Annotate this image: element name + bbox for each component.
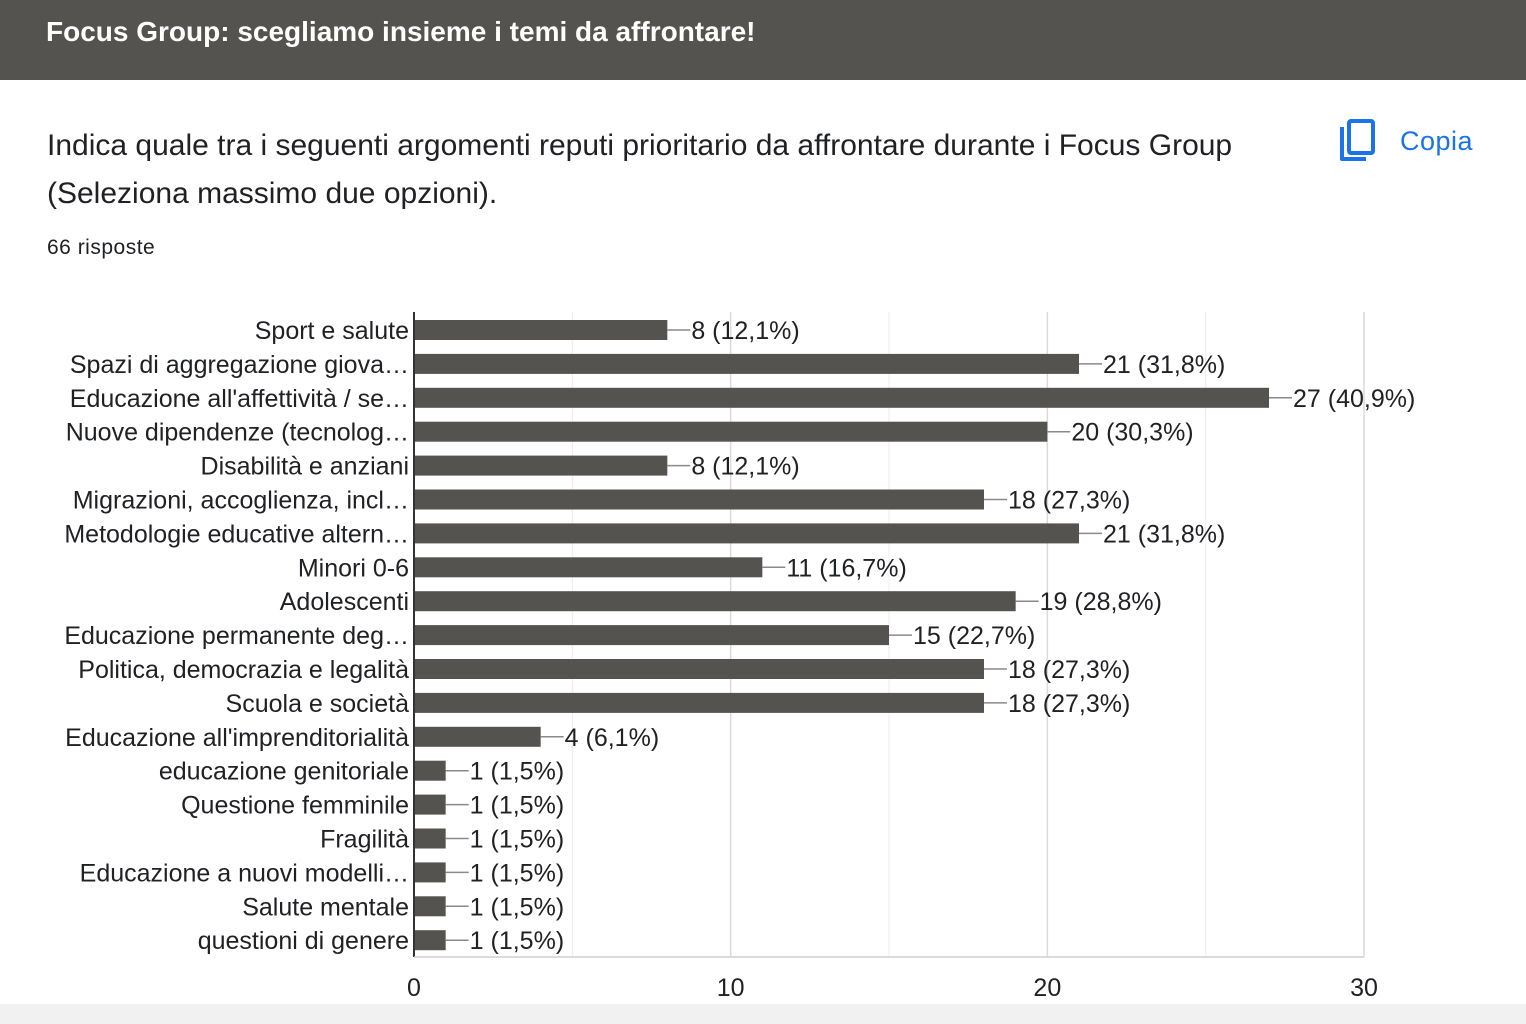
bar [414, 659, 984, 679]
category-label: Scuola e società [225, 689, 409, 718]
data-label: 20 (30,3%) [1071, 418, 1194, 447]
x-tick-label: 0 [407, 974, 421, 1002]
x-tick-label: 10 [716, 974, 745, 1002]
data-label: 15 (22,7%) [913, 622, 1036, 651]
x-tick-label: 20 [1033, 974, 1062, 1002]
bar [414, 930, 446, 950]
copy-label: Copia [1400, 125, 1474, 156]
data-label: 21 (31,8%) [1103, 350, 1226, 379]
bar [414, 727, 541, 747]
category-label: Spazi di aggregazione giova… [69, 350, 409, 379]
data-label: 11 (16,7%) [786, 554, 907, 583]
bar [414, 490, 984, 510]
category-label: Politica, democrazia e legalità [78, 656, 409, 684]
category-label: Educazione permanente deg… [64, 622, 409, 651]
data-label: 1 (1,5%) [469, 893, 565, 922]
data-label: 19 (28,8%) [1039, 588, 1162, 617]
x-tick-label: 30 [1350, 974, 1378, 1002]
category-label: Salute mentale [242, 893, 409, 922]
category-label: Questione femminile [181, 791, 409, 820]
category-label: Adolescenti [279, 588, 409, 617]
bottom-strip [0, 1004, 1526, 1024]
data-label: 4 (6,1%) [564, 723, 660, 752]
bar [414, 896, 446, 916]
data-label: 1 (1,5%) [469, 825, 565, 854]
category-label: Disabilità e anziani [200, 452, 409, 481]
data-label: 27 (40,9%) [1293, 384, 1416, 413]
category-label: Educazione all'affettività / se… [69, 384, 409, 413]
category-label: Nuove dipendenze (tecnolog… [65, 418, 409, 447]
question-title: Indica quale tra i seguenti argomenti reputi prioritario da affrontare durante i Focus Group (Seleziona massimo due opzioni). [47, 129, 1233, 210]
category-label: Educazione all'imprenditorialità [65, 723, 409, 752]
bar [414, 320, 667, 340]
category-label: Fragilità [320, 825, 409, 854]
data-label: 1 (1,5%) [469, 757, 565, 786]
bar [414, 422, 1047, 442]
category-label: questioni di genere [197, 927, 409, 956]
data-label: 8 (12,1%) [691, 452, 800, 481]
data-label: 1 (1,5%) [469, 859, 565, 888]
bar [414, 795, 446, 815]
bar [414, 456, 667, 476]
category-label: Metodologie educative altern… [64, 520, 409, 549]
category-label: educazione genitoriale [158, 757, 409, 786]
bar [414, 591, 1016, 611]
data-label: 1 (1,5%) [469, 927, 565, 956]
data-label: 18 (27,3%) [1008, 656, 1131, 684]
data-label: 18 (27,3%) [1008, 486, 1131, 515]
data-label: 1 (1,5%) [469, 791, 565, 820]
bar [414, 557, 762, 577]
bar [414, 523, 1079, 543]
data-label: 21 (31,8%) [1103, 520, 1226, 549]
category-label: Educazione a nuovi modelli… [79, 859, 409, 888]
bar [414, 625, 889, 645]
bar [414, 354, 1079, 374]
bar [414, 693, 984, 713]
data-label: 18 (27,3%) [1008, 689, 1131, 718]
category-label: Migrazioni, accoglienza, incl… [72, 486, 409, 515]
category-label: Sport e salute [254, 317, 409, 345]
bar [414, 388, 1269, 408]
form-title: Focus Group: scegliamo insieme i temi da affrontare! [46, 16, 756, 47]
data-label: 8 (12,1%) [691, 317, 800, 345]
bar [414, 761, 446, 781]
category-label: Minori 0-6 [297, 554, 409, 583]
bar [414, 829, 446, 849]
bar [414, 862, 446, 882]
response-count: 66 risposte [47, 236, 156, 259]
